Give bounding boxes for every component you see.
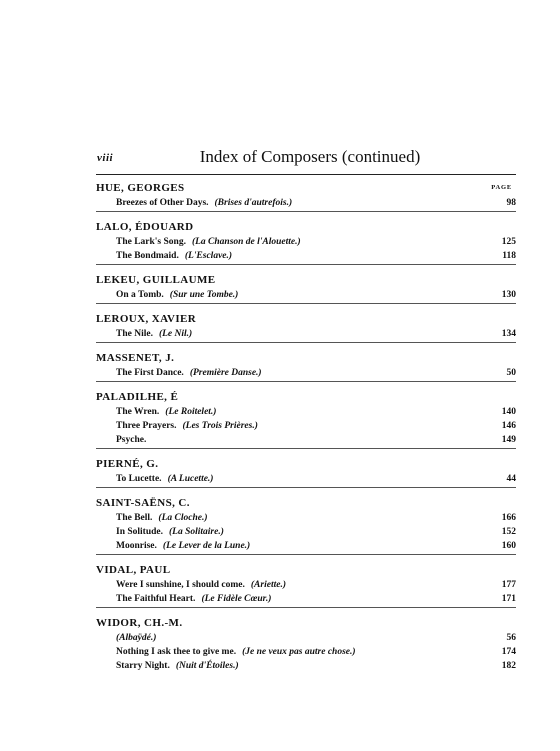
song-titles — [116, 647, 356, 657]
composer-heading — [96, 176, 516, 194]
song-entry — [96, 629, 516, 643]
composer-heading — [96, 307, 516, 325]
song-titles — [116, 513, 208, 523]
song-page-number: 118 — [502, 251, 516, 261]
song-title: The Faithful Heart. — [116, 594, 196, 604]
composer-heading — [96, 268, 516, 286]
song-original-title: (Le Nil.) — [158, 329, 193, 339]
song-entry — [96, 590, 516, 604]
song-titles — [116, 237, 301, 247]
song-entry — [96, 286, 516, 300]
song-titles — [116, 594, 271, 604]
composer-name: MASSENET, J. — [96, 352, 175, 364]
song-title: Psyche. — [116, 435, 147, 445]
song-entry — [96, 537, 516, 551]
song-title: Starry Night. — [116, 661, 170, 671]
song-title: The First Dance. — [116, 368, 184, 378]
song-title: The Nile. — [116, 329, 153, 339]
composer-entry — [96, 346, 516, 382]
song-titles — [116, 329, 192, 339]
composer-name: LEROUX, XAVIER — [96, 313, 197, 325]
composer-heading — [96, 558, 516, 576]
song-titles — [116, 435, 152, 445]
song-original-title: (A Lucette.) — [167, 474, 214, 484]
song-entry — [96, 643, 516, 657]
page-title: Index of Composers (continued) — [199, 147, 421, 166]
song-entry — [96, 431, 516, 445]
composer-entry — [96, 307, 516, 343]
song-page-number: 50 — [506, 368, 516, 378]
song-entry — [96, 417, 516, 431]
song-titles — [116, 198, 292, 208]
song-entry — [96, 194, 516, 208]
composer-entry — [96, 268, 516, 304]
composer-heading — [96, 346, 516, 364]
composer-entry — [96, 385, 516, 449]
song-titles — [116, 368, 262, 378]
song-titles — [116, 474, 213, 484]
page-column-label: PAGE — [491, 184, 512, 191]
song-entry — [96, 576, 516, 590]
song-title: In Solitude. — [116, 527, 163, 537]
song-original-title: (Sur une Tombe.) — [169, 290, 239, 300]
song-page-number: 152 — [501, 527, 516, 537]
song-original-title: (L'Esclave.) — [184, 251, 233, 261]
song-page-number: 166 — [501, 513, 516, 523]
composer-heading — [96, 215, 516, 233]
song-titles — [116, 407, 216, 417]
song-entry — [96, 523, 516, 537]
song-title: The Bondmaid. — [116, 251, 179, 261]
composer-heading — [96, 452, 516, 470]
song-entry — [96, 247, 516, 261]
composer-name: LEKEU, GUILLAUME — [96, 274, 216, 286]
song-original-title: (Le Roitelet.) — [165, 407, 217, 417]
header-rule — [96, 174, 516, 175]
song-original-title: (Brises d'autrefois.) — [214, 198, 293, 208]
song-page-number: 130 — [501, 290, 516, 300]
composer-heading — [96, 385, 516, 403]
composer-entry — [96, 215, 516, 265]
song-title: To Lucette. — [116, 474, 162, 484]
song-page-number: 44 — [506, 474, 516, 484]
song-page-number: 98 — [506, 198, 516, 208]
song-page-number: 171 — [501, 594, 516, 604]
song-original-title: (Ariette.) — [250, 580, 286, 590]
song-original-title: (La Cloche.) — [158, 513, 208, 523]
composer-name: SAINT-SAËNS, C. — [96, 497, 190, 509]
song-entry — [96, 233, 516, 247]
song-original-title: (Le Lever de la Lune.) — [162, 541, 251, 551]
song-title: The Bell. — [116, 513, 153, 523]
composer-entry — [96, 452, 516, 488]
composer-name: WIDOR, CH.-M. — [96, 617, 183, 629]
song-entry — [96, 403, 516, 417]
page-number: viii — [97, 152, 114, 164]
song-original-title: (Je ne veux pas autre chose.) — [242, 647, 356, 657]
song-original-title: (Albaÿdé.) — [116, 633, 157, 643]
song-title: Nothing I ask thee to give me. — [116, 647, 237, 657]
song-titles — [116, 661, 239, 671]
song-title: Breezes of Other Days. — [116, 198, 209, 208]
song-original-title: (Le Fidèle Cœur.) — [201, 594, 272, 604]
song-entry — [96, 657, 516, 671]
song-titles — [116, 290, 238, 300]
composer-entry — [96, 611, 516, 674]
composer-name: VIDAL, PAUL — [96, 564, 171, 576]
song-titles — [116, 580, 286, 590]
song-title: On a Tomb. — [116, 290, 164, 300]
composer-name: LALO, ÉDOUARD — [96, 221, 194, 233]
song-page-number: 182 — [501, 661, 516, 671]
song-original-title: (Première Danse.) — [189, 368, 262, 378]
song-title: The Lark's Song. — [116, 237, 186, 247]
song-page-number: 140 — [501, 407, 516, 417]
composer-name: PALADILHE, É — [96, 391, 179, 403]
song-page-number: 56 — [506, 633, 516, 643]
composer-name: HUE, GEORGES — [96, 182, 185, 194]
song-titles — [116, 541, 250, 551]
song-original-title: (Les Trois Prières.) — [182, 421, 258, 431]
song-page-number: 134 — [501, 329, 516, 339]
song-titles — [116, 633, 156, 643]
song-page-number: 146 — [501, 421, 516, 431]
song-entry — [96, 364, 516, 378]
composer-name: PIERNÉ, G. — [96, 458, 159, 470]
song-entry — [96, 470, 516, 484]
song-title: The Wren. — [116, 407, 160, 417]
composer-index — [96, 176, 516, 677]
song-page-number: 125 — [501, 237, 516, 247]
composer-entry — [96, 491, 516, 555]
song-titles — [116, 421, 258, 431]
song-original-title: (La Solitaire.) — [169, 527, 224, 537]
song-title: Moonrise. — [116, 541, 157, 551]
song-page-number: 177 — [501, 580, 516, 590]
composer-heading — [96, 611, 516, 629]
song-title: Three Prayers. — [116, 421, 177, 431]
song-titles — [116, 251, 232, 261]
song-title: Were I sunshine, I should come. — [116, 580, 245, 590]
composer-heading — [96, 491, 516, 509]
song-original-title: (La Chanson de l'Alouette.) — [191, 237, 301, 247]
song-page-number: 174 — [501, 647, 516, 657]
song-entry — [96, 509, 516, 523]
composer-entry — [96, 558, 516, 608]
song-page-number: 149 — [501, 435, 516, 445]
song-page-number: 160 — [501, 541, 516, 551]
composer-entry — [96, 176, 516, 212]
song-entry — [96, 325, 516, 339]
song-original-title: (Nuit d'Étoiles.) — [175, 661, 239, 671]
song-titles — [116, 527, 224, 537]
